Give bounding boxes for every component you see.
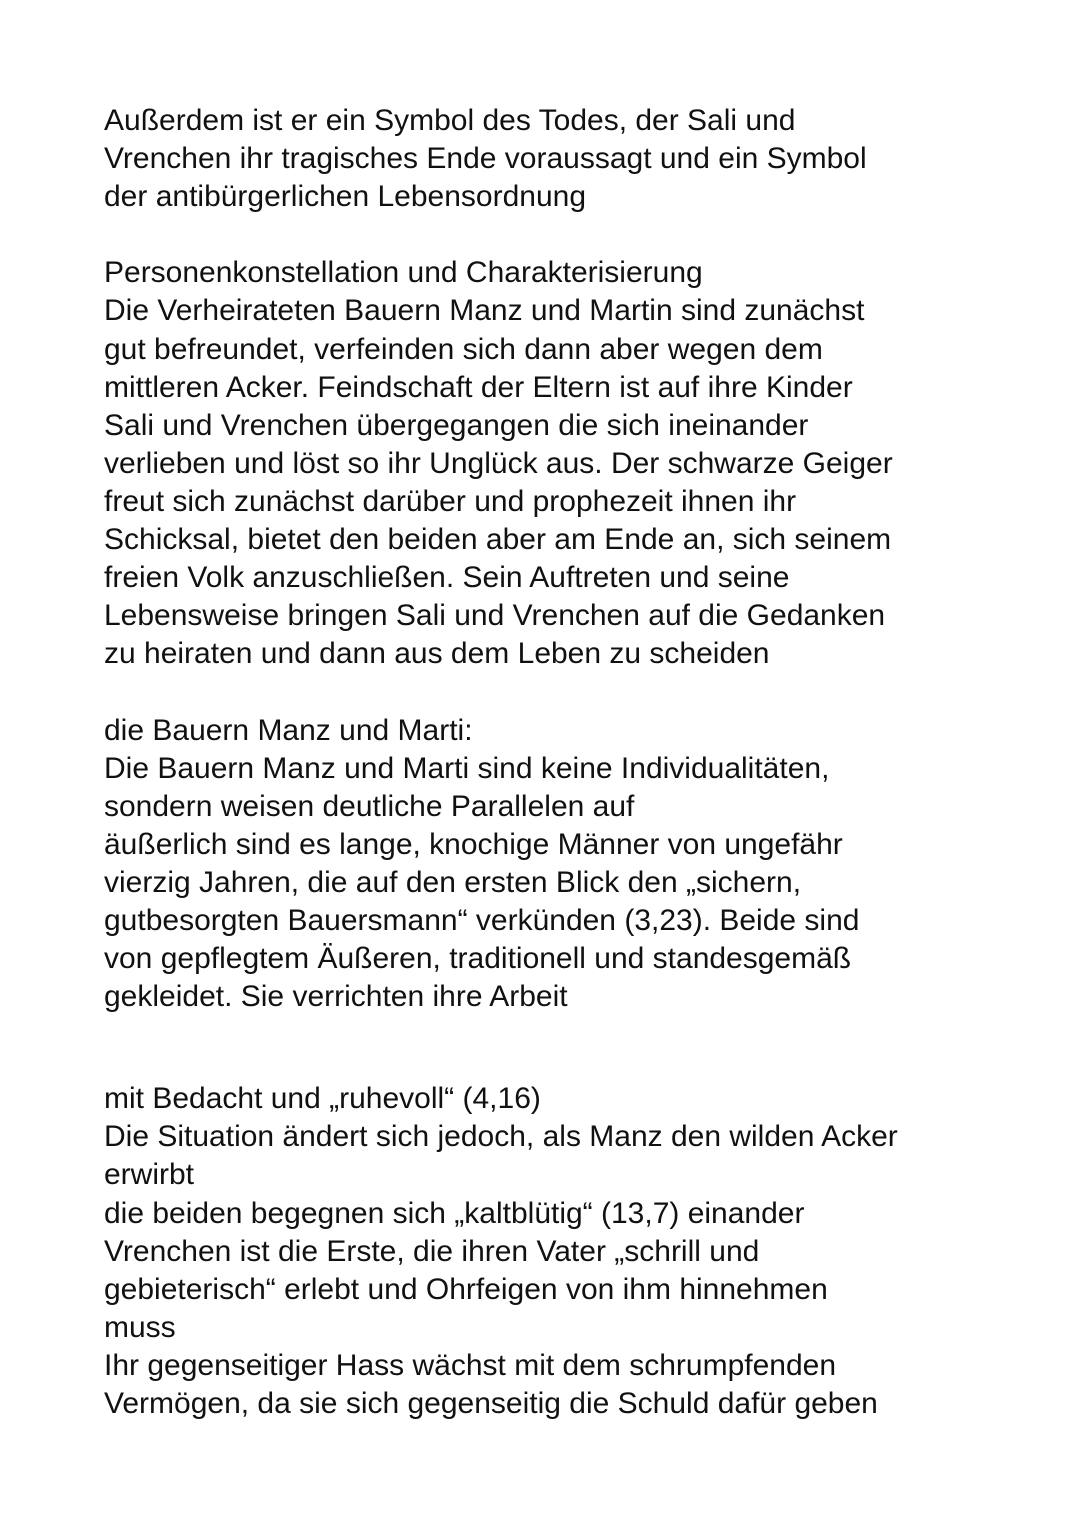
text-line: freut sich zunächst darüber und prophezeit ihnen ihr xyxy=(104,484,797,518)
text-line: gebieterisch“ erlebt und Ohrfeigen von ihm hinnehmen xyxy=(104,1272,828,1306)
text-line: sondern weisen deutliche Parallelen auf xyxy=(104,789,635,823)
document-page xyxy=(104,102,1044,1423)
text-line: die beiden begegnen sich „kaltblütig“ (13,7) einander xyxy=(104,1196,805,1230)
paragraph-situation xyxy=(104,1080,1044,1423)
paragraph-spacer xyxy=(104,1016,1044,1080)
text-line: gekleidet. Sie verrichten ihre Arbeit xyxy=(104,980,568,1014)
text-line: verlieben und löst so ihr Unglück aus. Der schwarze Geiger xyxy=(104,446,893,480)
text-line: mit Bedacht und „ruhevoll“ (4,16) xyxy=(104,1082,541,1116)
text-line: muss xyxy=(104,1310,176,1344)
text-line: gut befreundet, verfeinden sich dann aber wegen dem xyxy=(104,332,823,366)
text-line: Die Bauern Manz und Marti sind keine Individualitäten, xyxy=(104,751,830,785)
text-line: vierzig Jahren, die auf den ersten Blick den „sichern, xyxy=(104,865,802,899)
text-line: Lebensweise bringen Sali und Vrenchen auf die Gedanken xyxy=(104,599,886,633)
text-line: äußerlich sind es lange, knochige Männer von ungefähr xyxy=(104,827,843,861)
section-heading: Personenkonstellation und Charakterisierung xyxy=(104,256,703,290)
paragraph-bauern xyxy=(104,712,1044,1017)
text-line: Sali und Vrenchen übergegangen die sich ineinander xyxy=(104,408,809,442)
text-line: freien Volk anzuschließen. Sein Auftreten und seine xyxy=(104,561,790,595)
text-line: von gepflegtem Äußeren, traditionell und standesgemäß xyxy=(104,942,852,976)
text-line: Die Situation ändert sich jedoch, als Manz den wilden Acker xyxy=(104,1120,898,1154)
paragraph-spacer xyxy=(104,673,1044,711)
text-line: Ihr gegenseitiger Hass wächst mit dem schrumpfenden xyxy=(104,1348,837,1382)
paragraph-spacer xyxy=(104,216,1044,254)
text-line: mittleren Acker. Feindschaft der Eltern ist auf ihre Kinder xyxy=(104,370,853,404)
text-line: der antibürgerlichen Lebensordnung xyxy=(104,180,587,214)
text-line: zu heiraten und dann aus dem Leben zu scheiden xyxy=(104,637,770,671)
paragraph-personenkonstellation xyxy=(104,254,1044,673)
text-line: Vermögen, da sie sich gegenseitig die Schuld dafür geben xyxy=(104,1387,878,1420)
paragraph-symbol xyxy=(104,102,1044,216)
text-line: Die Verheirateten Bauern Manz und Martin sind zunächst xyxy=(104,294,865,328)
text-line: Vrenchen ist die Erste, die ihren Vater „schrill und xyxy=(104,1234,760,1268)
text-line: Vrenchen ihr tragisches Ende voraussagt und ein Symbol xyxy=(104,142,867,176)
text-line: Schicksal, bietet den beiden aber am Ende an, sich seinem xyxy=(104,523,892,557)
text-line: erwirbt xyxy=(104,1158,195,1192)
text-line: gutbesorgten Bauersmann“ verkünden (3,23). Beide sind xyxy=(104,903,860,937)
section-heading: die Bauern Manz und Marti: xyxy=(104,713,473,747)
text-line: Außerdem ist er ein Symbol des Todes, der Sali und xyxy=(104,104,796,137)
